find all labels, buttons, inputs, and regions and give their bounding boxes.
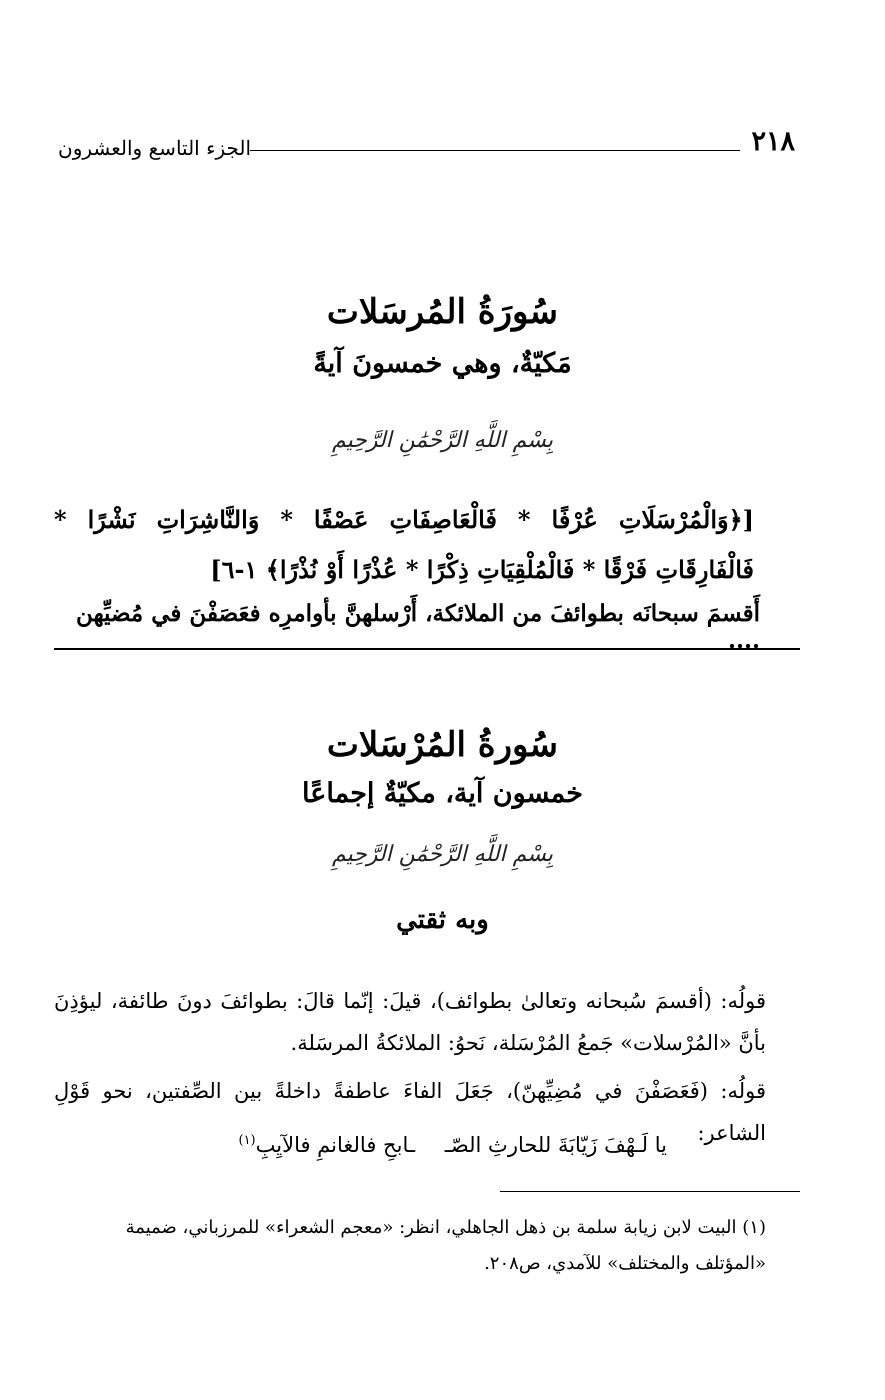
- surah-title: سُورَةُ المُرسَلات: [326, 292, 559, 332]
- juz-title: الجزء التاسع والعشرون: [58, 136, 252, 160]
- basmala-calligraphy: بِسْمِ اللَّهِ الرَّحْمَٰنِ الرَّحِيمِ: [331, 428, 554, 453]
- footnote-rule: [500, 1191, 800, 1192]
- poem-first-hemistich: يا لَـهْفَ زَيّابَةَ للحارثِ الصّـ: [444, 1133, 667, 1157]
- commentary-surah-title: سُورةُ المُرْسَلات: [326, 725, 559, 765]
- commentary-basmala-calligraphy: بِسْمِ اللَّهِ الرَّحْمَٰنِ الرَّحِيمِ: [331, 842, 554, 867]
- poem-second-hemistich: ـابحِ فالغانمِ فالآيِبِ$^{(١)}$: [238, 1133, 415, 1157]
- commentary-surah-subtitle: خمسون آية، مكيّةٌ إجماعًا: [302, 778, 583, 809]
- invocation: وبه ثقتي: [396, 905, 489, 935]
- header-rule: [250, 150, 740, 151]
- commentary-paragraph-1: قولُه: (أقسمَ سُبحانه وتعالىٰ بطوائف)، قيلَ: إنّما قالَ: بطوائفَ دونَ طائفة، ليؤذِنَ بأنَّ «المُرْسلات» جَمعُ المُرْسَلة، نَحوُ: الملائكةُ المرسَلة.: [54, 989, 766, 1055]
- page-number: ٢١٨: [751, 126, 795, 157]
- surah-subtitle: مَكيّةٌ، وهي خمسونَ آيةً: [313, 348, 572, 379]
- commentary-paragraph-2: قولُه: (فَعَصَفْنَ في مُضِيِّهنّ)، جَعَلَ الفاءَ عاطفةً داخلةً بين الصِّفتين، نحو قَوْلِ الشاعر:: [54, 1079, 766, 1145]
- quran-verses: [﴿وَالْمُرْسَلَاتِ عُرْفًا * فَالْعَاصِفَاتِ عَصْفًا * وَالنَّاشِرَاتِ نَشْرًا * فَالْفَارِقَاتِ فَرْقًا * فَالْمُلْقِيَاتِ ذِكْرًا * عُذْرًا أَوْ نُذْرًا﴾ ١-٦]: [54, 505, 754, 584]
- footnote-text: (١) البيت لابن زيابة سلمة بن ذهل الجاهلي، انظر: «معجم الشعراء» للمرزباني، ضميمة «المؤتلف والمختلف» للآمدي، ص٢٠٨.: [125, 1217, 766, 1274]
- verse-summary: أَقسمَ سبحانَه بطوائفَ من الملائكة، أَرْسلهنَّ بأوامرِه فعَصَفْنَ في مُضيِّهن ....: [75, 600, 760, 654]
- footnote-marker[interactable]: (١): [238, 1133, 256, 1148]
- section-divider: [54, 648, 800, 650]
